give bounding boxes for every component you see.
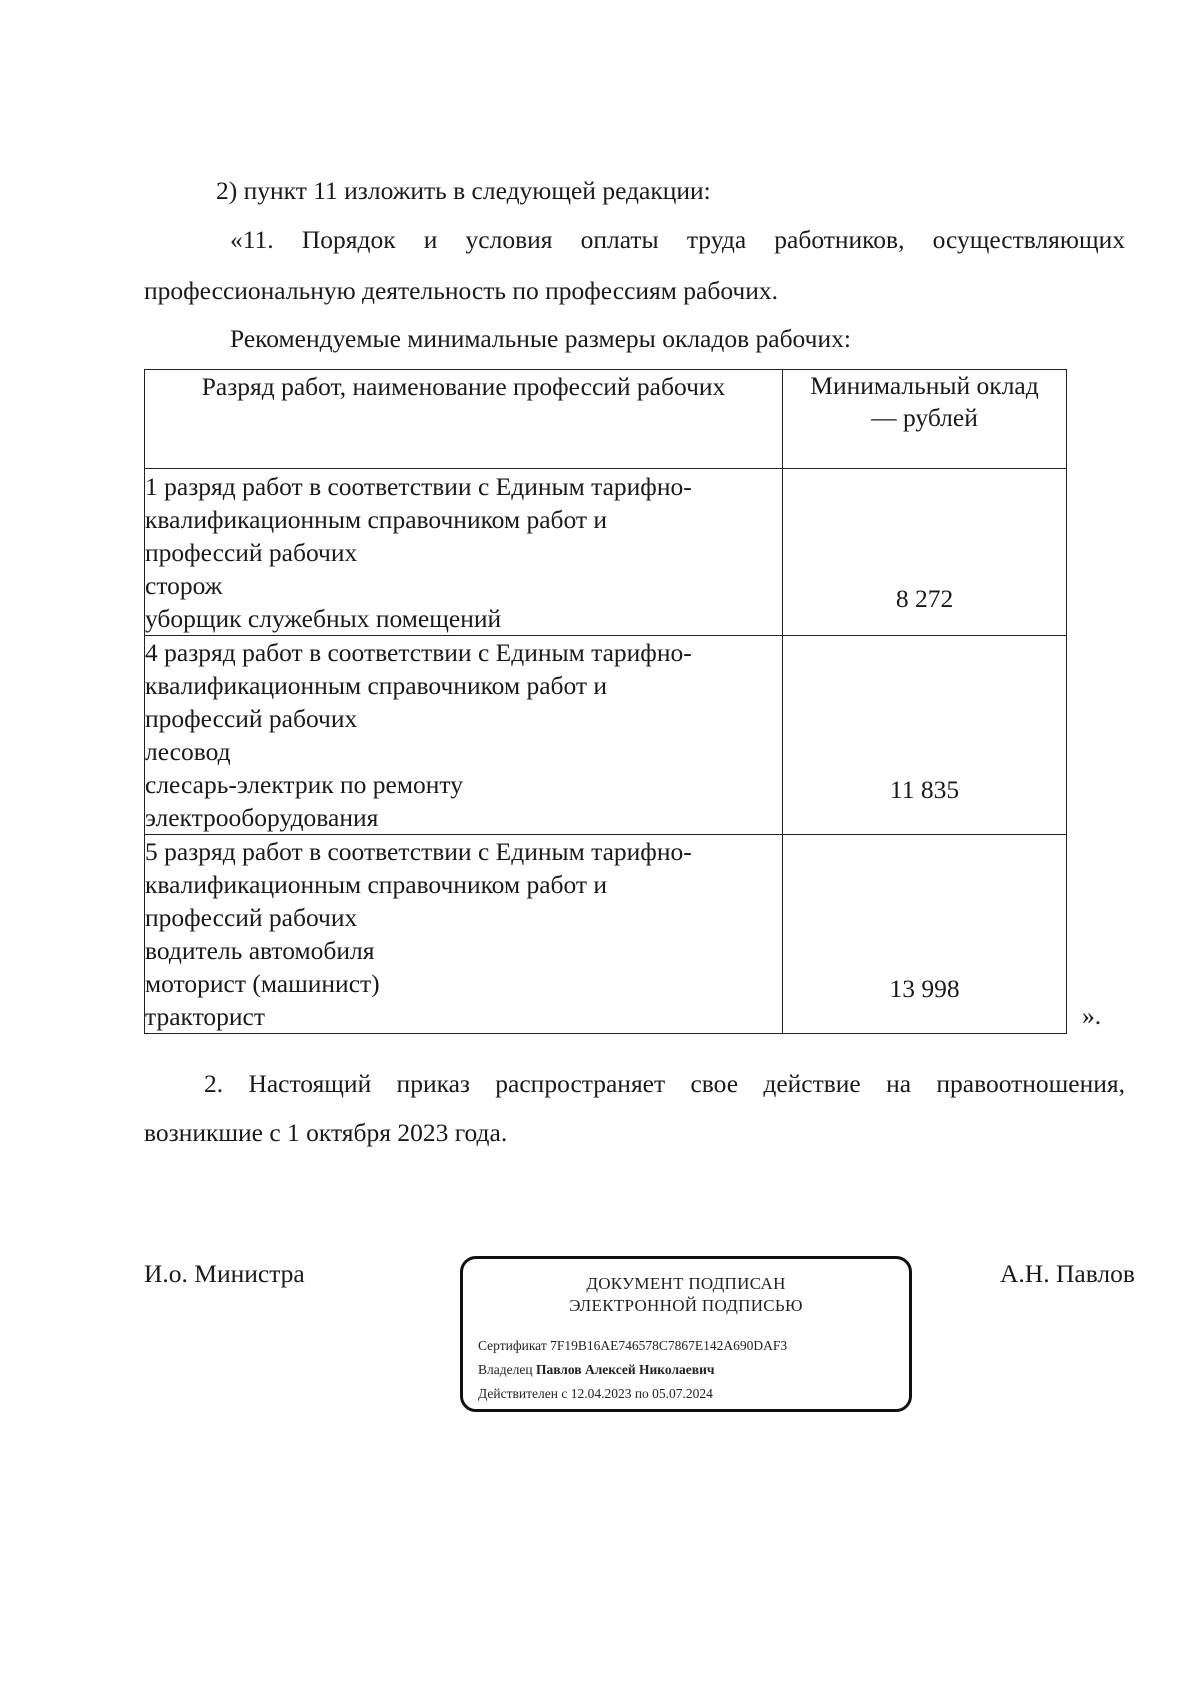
stamp-valid-to-label: по [634, 1386, 649, 1401]
effective-date-line1: 2. Настоящий приказ распространяет свое действие на правоотношения, [204, 1069, 1125, 1098]
salary-cell [783, 469, 1067, 636]
closing-quote: ». [1082, 1001, 1102, 1030]
profession-line: лесовод [145, 737, 231, 766]
salary-value: 8 272 [895, 584, 954, 613]
grade-line: 5 разряд работ в соответствии с Единым тарифно- [145, 837, 692, 866]
stamp-certificate-label: Сертификат [478, 1338, 547, 1353]
table-row [145, 469, 1067, 636]
amendment-item-intro: 2) пункт 11 изложить в следующей редакции: [216, 176, 711, 205]
signatory-name: А.Н. Павлов [1000, 1259, 1135, 1288]
amendment-paragraph-line2: профессиональную деятельность по профессиям рабочих. [144, 276, 779, 305]
stamp-validity [478, 1385, 713, 1403]
stamp-owner-label: Владелец [478, 1362, 533, 1377]
e-signature-stamp [460, 1256, 912, 1412]
stamp-valid-from: 12.04.2023 [570, 1386, 632, 1401]
table-row [145, 835, 1067, 1034]
table-header-salary [783, 370, 1067, 469]
salary-cell [783, 636, 1067, 835]
table-header-salary-line2: — рублей [871, 403, 978, 432]
salary-cell [783, 835, 1067, 1034]
profession-line: уборщик служебных помещений [145, 604, 502, 633]
stamp-valid-to: 05.07.2024 [652, 1386, 713, 1401]
stamp-owner [478, 1361, 714, 1379]
table-header-grade-text: Разряд работ, наименование профессий рабочих [201, 372, 726, 401]
profession-line: электрооборудования [145, 803, 379, 832]
grade-cell [145, 835, 783, 1034]
stamp-certificate [478, 1337, 787, 1355]
stamp-valid-label: Действителен [478, 1386, 558, 1401]
table-header-row [145, 370, 1067, 469]
grade-line: 4 разряд работ в соответствии с Единым тарифно- [145, 638, 692, 667]
profession-line: сторож [145, 571, 223, 600]
profession-line: слесарь-электрик по ремонту [145, 770, 463, 799]
grade-cell [145, 636, 783, 835]
signatory-position: И.о. Министра [144, 1259, 305, 1288]
stamp-title-line2: ЭЛЕКТРОННОЙ ПОДПИСЬЮ [569, 1296, 803, 1315]
grade-line: квалификационным справочником работ и [145, 505, 608, 534]
amendment-paragraph-line1: «11. Порядок и условия оплаты труда работников, осуществляющих [230, 225, 1125, 254]
stamp-title-line1: ДОКУМЕНТ ПОДПИСАН [586, 1274, 786, 1293]
stamp-valid-from-label: с [561, 1386, 568, 1401]
table-caption: Рекомендуемые минимальные размеры окладов рабочих: [230, 324, 851, 353]
grade-line: профессий рабочих [145, 903, 358, 932]
profession-line: моторист (машинист) [145, 969, 380, 998]
salary-value: 13 998 [889, 974, 960, 1003]
grade-line: квалификационным справочником работ и [145, 870, 608, 899]
effective-date-line2: возникшие с 1 октября 2023 года. [144, 1118, 508, 1147]
grade-line: квалификационным справочником работ и [145, 671, 608, 700]
grade-line: профессий рабочих [145, 704, 358, 733]
stamp-certificate-value: 7F19B16AE746578C7867E142A690DAF3 [550, 1338, 788, 1353]
table-header-grade [145, 370, 783, 469]
profession-line: тракторист [145, 1002, 265, 1031]
salary-value: 11 835 [889, 775, 960, 804]
salary-table [144, 369, 1067, 1034]
grade-line: 1 разряд работ в соответствии с Единым тарифно- [145, 472, 692, 501]
table-header-salary-line1: Минимальный оклад [810, 371, 1039, 400]
stamp-owner-value: Павлов Алексей Николаевич [535, 1362, 715, 1377]
profession-line: водитель автомобиля [145, 936, 375, 965]
table-row [145, 636, 1067, 835]
grade-cell [145, 469, 783, 636]
grade-line: профессий рабочих [145, 538, 358, 567]
